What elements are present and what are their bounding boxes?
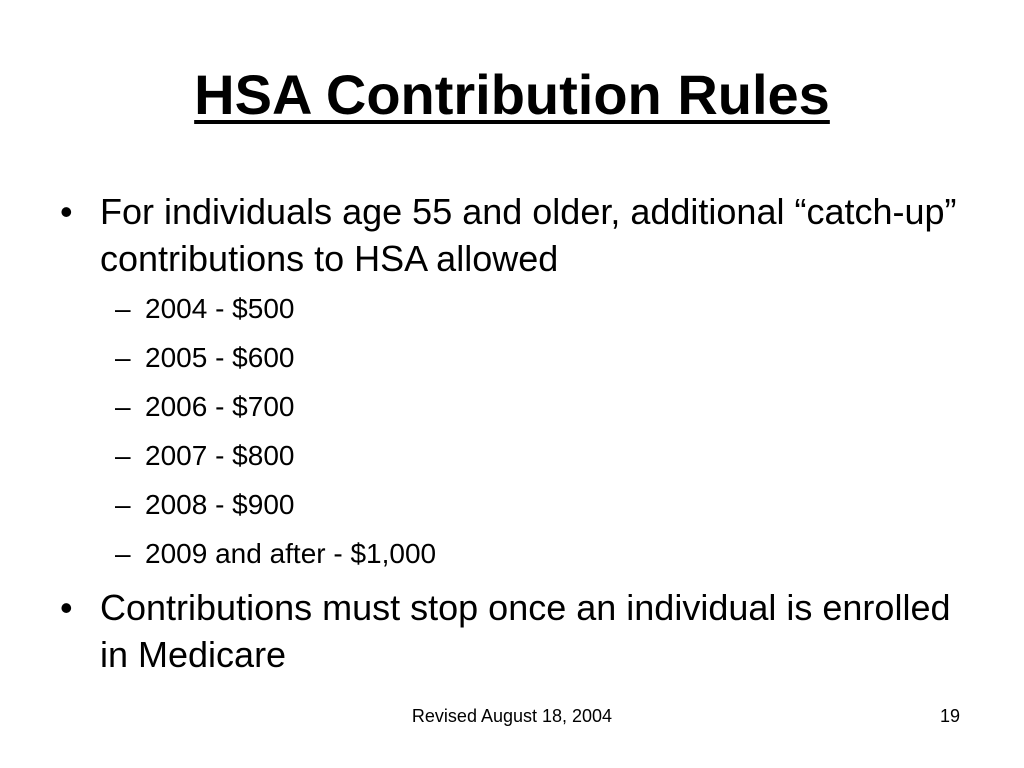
- sub-item: [115, 284, 960, 333]
- sub-marker: –: [115, 391, 131, 422]
- slide-title: [0, 58, 1024, 132]
- sub-item: [115, 529, 960, 578]
- footer-revision-date: Revised August 18, 2004: [411, 706, 613, 726]
- sub-item-text: 2005 - $600: [145, 342, 295, 373]
- bullet-medicare: [60, 584, 960, 678]
- bullet-catch-up: [60, 188, 960, 282]
- sub-marker: –: [115, 440, 131, 471]
- sub-item-text: 2008 - $900: [145, 489, 295, 520]
- sub-item-text: 2007 - $800: [145, 440, 295, 471]
- slide-title-text: HSA Contribution Rules: [194, 63, 830, 126]
- bullet-marker: •: [60, 587, 73, 628]
- sub-marker: –: [115, 538, 131, 569]
- sub-item-text: 2006 - $700: [145, 391, 295, 422]
- catch-up-amounts-list: [60, 284, 960, 578]
- sub-marker: –: [115, 293, 131, 324]
- sub-item: [115, 431, 960, 480]
- bullet-text: Contributions must stop once an individual is enrolled in Medicare: [100, 587, 951, 675]
- sub-item: [115, 382, 960, 431]
- sub-item: [115, 480, 960, 529]
- bullet-text: For individuals age 55 and older, additional “catch-up” contributions to HSA allowed: [100, 191, 957, 279]
- sub-item-text: 2009 and after - $1,000: [145, 538, 437, 569]
- slide-body: [60, 188, 960, 678]
- sub-item-text: 2004 - $500: [145, 293, 295, 324]
- bullet-marker: •: [60, 191, 73, 232]
- page-number: 19: [939, 706, 960, 726]
- sub-marker: –: [115, 489, 131, 520]
- sub-item: [115, 333, 960, 382]
- sub-marker: –: [115, 342, 131, 373]
